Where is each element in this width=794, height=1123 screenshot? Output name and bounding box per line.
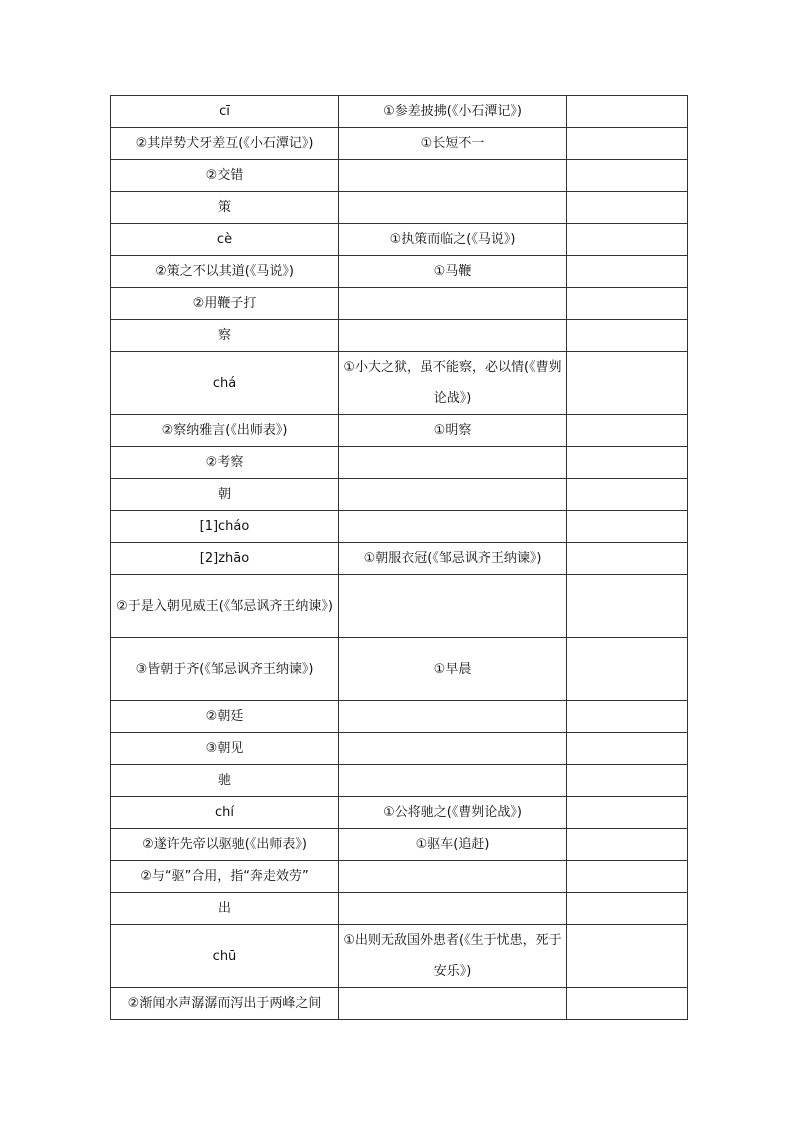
table-row [111, 797, 688, 829]
table-cell [339, 320, 567, 352]
table-cell [567, 701, 688, 733]
table-cell: ①明察 [339, 415, 567, 447]
table-cell [567, 925, 688, 988]
table-cell: ①执策而临之(《马说》) [339, 224, 567, 256]
table-cell: [2]zhāo [111, 543, 339, 575]
table-row [111, 160, 688, 192]
table-row [111, 829, 688, 861]
table-cell [339, 701, 567, 733]
table-row [111, 96, 688, 128]
table-cell [567, 765, 688, 797]
table-cell [339, 893, 567, 925]
table-cell [567, 192, 688, 224]
table-row [111, 575, 688, 638]
table-row [111, 288, 688, 320]
table-cell [567, 479, 688, 511]
table-cell [567, 128, 688, 160]
table-cell: 驰 [111, 765, 339, 797]
table-row [111, 320, 688, 352]
table-cell [567, 511, 688, 543]
table-row [111, 415, 688, 447]
table-cell: ②交错 [111, 160, 339, 192]
table-row [111, 511, 688, 543]
table-row [111, 543, 688, 575]
table-row [111, 638, 688, 701]
table-cell [567, 893, 688, 925]
table-cell: ②遂许先帝以驱驰(《出师表》) [111, 829, 339, 861]
table-row [111, 733, 688, 765]
table-cell: chí [111, 797, 339, 829]
table-cell: ②渐闻水声潺潺而泻出于两峰之间 [111, 988, 339, 1020]
table-cell [567, 415, 688, 447]
table-cell [567, 829, 688, 861]
table-cell: chá [111, 352, 339, 415]
table-cell: chū [111, 925, 339, 988]
table-cell [339, 288, 567, 320]
table-cell: 出 [111, 893, 339, 925]
table-cell: ③朝见 [111, 733, 339, 765]
table-cell: ②考察 [111, 447, 339, 479]
table-row [111, 352, 688, 415]
table-cell [567, 575, 688, 638]
table-cell [339, 861, 567, 893]
table-cell [567, 256, 688, 288]
vocabulary-table [110, 95, 688, 1020]
table-cell: ②朝廷 [111, 701, 339, 733]
table-cell [567, 543, 688, 575]
table-cell: 朝 [111, 479, 339, 511]
table-cell [567, 733, 688, 765]
table-cell [339, 733, 567, 765]
table-cell [567, 861, 688, 893]
table-row [111, 701, 688, 733]
table-row [111, 479, 688, 511]
table-cell: ②其岸势犬牙差互(《小石潭记》) [111, 128, 339, 160]
table-cell: ①驱车(追赶) [339, 829, 567, 861]
table-row [111, 925, 688, 988]
table-row [111, 765, 688, 797]
table-row [111, 447, 688, 479]
table-row [111, 256, 688, 288]
table-cell [339, 575, 567, 638]
table-row [111, 861, 688, 893]
table-row [111, 192, 688, 224]
table-cell: ①参差披拂(《小石潭记》) [339, 96, 567, 128]
table-cell [567, 447, 688, 479]
table-row [111, 988, 688, 1020]
table-cell: ①马鞭 [339, 256, 567, 288]
table-cell [567, 320, 688, 352]
table-cell [339, 447, 567, 479]
table-cell: ①出则无敌国外患者(《生于忧患，死于安乐》) [339, 925, 567, 988]
table-cell [567, 352, 688, 415]
table-cell [567, 797, 688, 829]
table-cell [339, 192, 567, 224]
table-cell: 策 [111, 192, 339, 224]
table-cell: ①小大之狱，虽不能察，必以情(《曹刿论战》) [339, 352, 567, 415]
table-cell: ②于是入朝见威王(《邹忌讽齐王纳谏》) [111, 575, 339, 638]
table-cell: 察 [111, 320, 339, 352]
table-cell: ①长短不一 [339, 128, 567, 160]
table-cell [567, 638, 688, 701]
table-cell [567, 288, 688, 320]
table-cell [339, 479, 567, 511]
table-cell: ③皆朝于齐(《邹忌讽齐王纳谏》) [111, 638, 339, 701]
table-cell [339, 765, 567, 797]
table-cell [567, 96, 688, 128]
table-row [111, 128, 688, 160]
table-cell: ②察纳雅言(《出师表》) [111, 415, 339, 447]
table-row [111, 893, 688, 925]
table-cell [567, 224, 688, 256]
table-cell: [1]cháo [111, 511, 339, 543]
table-cell [339, 988, 567, 1020]
table-cell [339, 160, 567, 192]
table-cell: cè [111, 224, 339, 256]
table-cell: ②用鞭子打 [111, 288, 339, 320]
table-cell: ①早晨 [339, 638, 567, 701]
table-cell: ②与“驱”合用，指“奔走效劳” [111, 861, 339, 893]
table-cell: ①公将驰之(《曹刿论战》) [339, 797, 567, 829]
table-cell: ②策之不以其道(《马说》) [111, 256, 339, 288]
table-cell [339, 511, 567, 543]
table-cell: cī [111, 96, 339, 128]
table-cell [567, 988, 688, 1020]
table-cell: ①朝服衣冠(《邹忌讽齐王纳谏》) [339, 543, 567, 575]
table-cell [567, 160, 688, 192]
table-row [111, 224, 688, 256]
